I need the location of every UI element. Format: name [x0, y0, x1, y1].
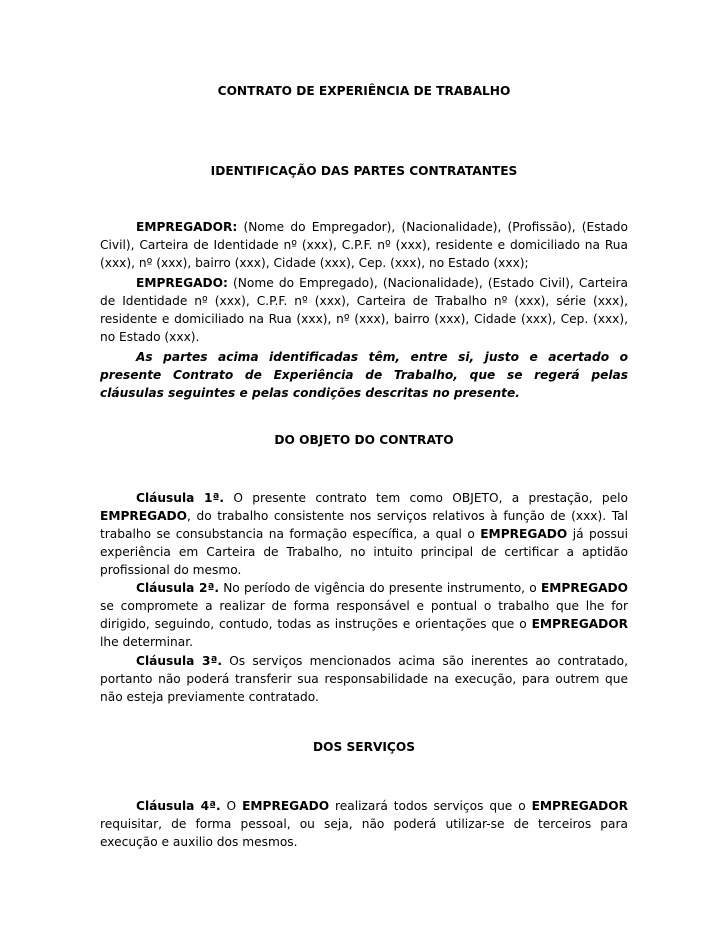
- clausula-1-text-3: já possui experiência em Carteira de Trabalho, no intuito principal de certificar a aptidão profissional do mesmo.: [100, 527, 628, 577]
- paragraph-clausula-1: [100, 489, 628, 579]
- clausula-4-bold-1: EMPREGADO: [242, 799, 330, 813]
- clausula-1-text-2: , do trabalho consistente nos serviços relativos à função de (xxx). Tal trabalho se consubstancia na formação específica, a qual o: [100, 509, 628, 541]
- paragraph-clausula-2: [100, 579, 628, 651]
- clausula-4-text-1: O: [220, 799, 243, 813]
- section-heading-objeto: DO OBJETO DO CONTRATO: [274, 433, 454, 447]
- clausula-1-text-1: O presente contrato tem como OBJETO, a prestação, pelo: [224, 491, 628, 505]
- section-heading-servicos: DOS SERVIÇOS: [312, 740, 416, 754]
- clausula-4-text-3: requisitar, de forma pessoal, ou seja, não poderá utilizar-se de terceiros para execução e auxilio dos mesmos.: [100, 817, 628, 849]
- clausula-2-bold-1: EMPREGADO: [540, 581, 628, 595]
- clausula-4-bold-2: EMPREGADOR: [531, 799, 628, 813]
- clausula-3-label: Cláusula 3ª.: [136, 654, 222, 668]
- paragraph-clausula-4: [100, 797, 628, 851]
- clausula-2-text-3: lhe determinar.: [100, 635, 194, 649]
- empregado-label: EMPREGADO:: [136, 276, 228, 290]
- clausula-2-label: Cláusula 2ª.: [136, 581, 219, 595]
- clausula-1-bold-2: EMPREGADO: [480, 527, 568, 541]
- clausula-2-text-1: No período de vigência do presente instrumento, o: [218, 581, 541, 595]
- section-heading-partes: IDENTIFICAÇÃO DAS PARTES CONTRATANTES: [210, 164, 518, 178]
- clausula-3-text-1: Os serviços mencionados acima são inerentes ao contratado, portanto não poderá transferir sua responsabilidade na execução, para outrem que não esteja previamente contratado.: [100, 654, 628, 704]
- clausula-1-bold-1: EMPREGADO: [100, 509, 188, 523]
- clausula-4-text-2: realizará todos serviços que o: [329, 799, 532, 813]
- clausula-2-text-2: se compromete a realizar de forma responsável e pontual o trabalho que lhe for dirigido, seguindo, contudo, todas as instruções e orientações que o: [100, 599, 628, 631]
- empregador-label: EMPREGADOR:: [136, 220, 238, 234]
- paragraph-empregado: [100, 274, 628, 346]
- paragraph-clausula-3: [100, 652, 628, 706]
- document-title: CONTRATO DE EXPERIÊNCIA DE TRABALHO: [217, 84, 511, 98]
- paragraph-preambulo: As partes acima identificadas têm, entre si, justo e acertado o presente Contrato de Experiência de Trabalho, que se regerá pelas cláusulas seguintes e pelas condições descritas no presente.: [100, 350, 628, 400]
- empregador-text: (Nome do Empregador), (Nacionalidade), (Profissão), (Estado Civil), Carteira de Identidade nº (xxx), C.P.F. nº (xxx), residente e domiciliado na Rua (xxx), nº (xxx), bairro (xxx), Cidade (xxx), Cep. (xxx), no Estado (xxx);: [100, 220, 628, 270]
- clausula-4-label: Cláusula 4ª.: [136, 799, 221, 813]
- clausula-1-label: Cláusula 1ª.: [136, 491, 225, 505]
- clausula-2-bold-2: EMPREGADOR: [531, 617, 628, 631]
- paragraph-empregador: [100, 218, 628, 272]
- empregado-text: (Nome do Empregado), (Nacionalidade), (Estado Civil), Carteira de Identidade nº (xxx), C.P.F. nº (xxx), Carteira de Trabalho nº (xxx), série (xxx), residente e domiciliado na Rua (xxx), nº (xxx), bairro (xxx), Cidade (xxx), Cep. (xxx), no Estado (xxx).: [100, 276, 628, 344]
